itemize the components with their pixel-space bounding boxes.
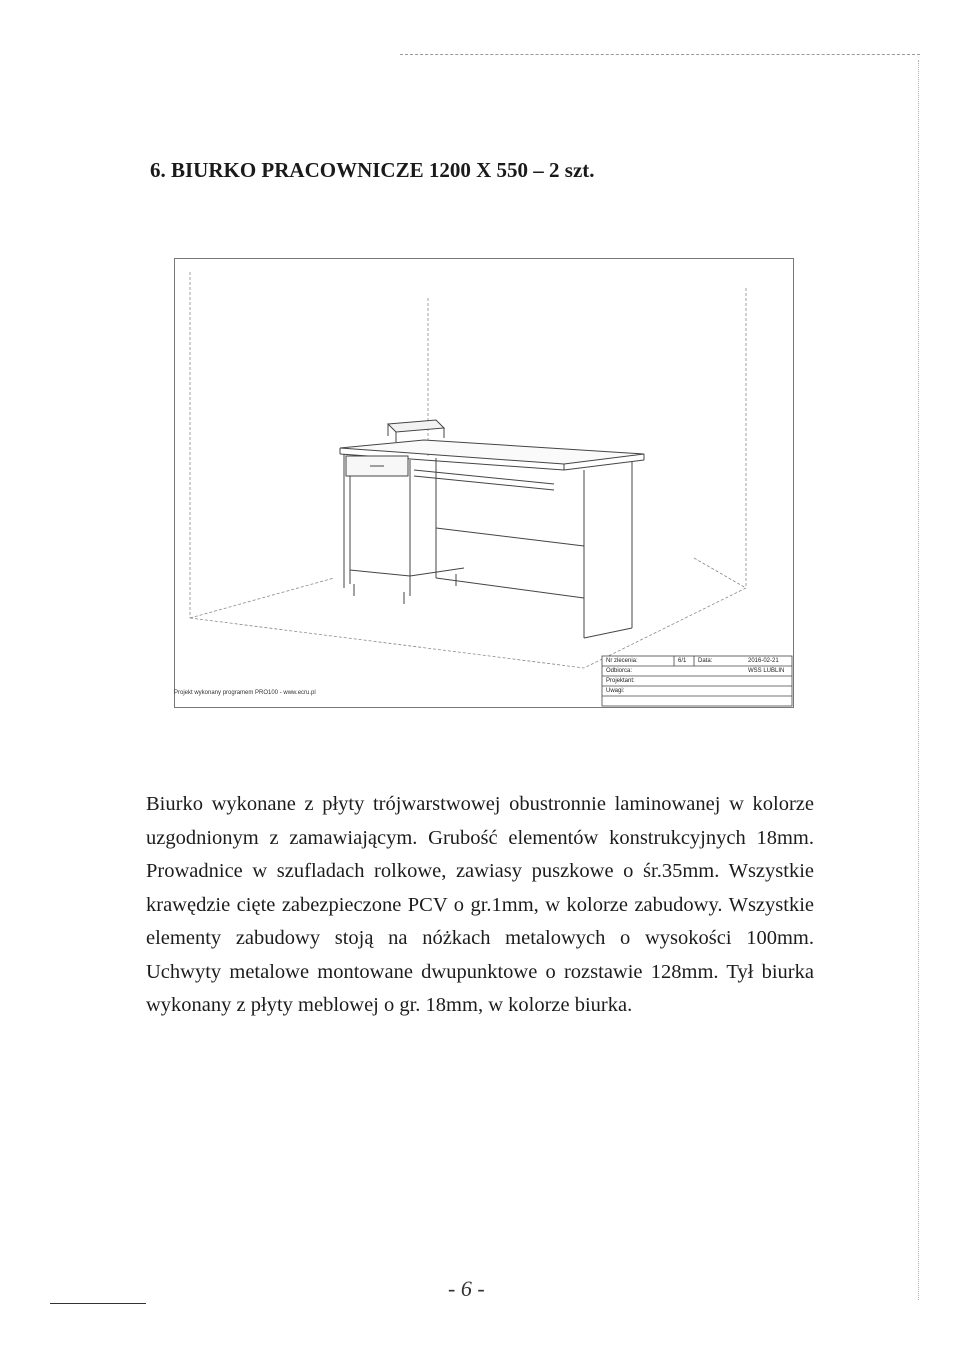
title-block-nr-label: Nr zlecenia: — [606, 658, 638, 664]
page-number: - 6 - — [448, 1276, 485, 1301]
desk-drawing — [174, 258, 794, 708]
desk-drawing-svg — [174, 258, 794, 708]
title-block-date-label: Data: — [698, 658, 713, 664]
scan-artifact-top — [400, 54, 920, 55]
title-block-nr-value: 6/1 — [678, 658, 687, 664]
title-block-client-label: Odbiorca: — [606, 668, 633, 674]
title-block-notes-label: Uwagi: — [606, 688, 625, 694]
title-block-designer-label: Projektant: — [606, 678, 635, 684]
drawing-software-note: Projekt wykonany programem PRO100 - www.ecru.pl — [174, 690, 316, 696]
scan-artifact-right — [918, 60, 919, 1300]
body-paragraph: Biurko wykonane z płyty trójwarstwowej obustronnie laminowanej w kolorze uzgodnionym z zamawiającym. Grubość elementów konstrukcyjnych 18mm. Prowadnice w szufladach rolkowe, zawiasy puszkowe o śr.35mm. Wszystkie krawędzie cięte zabezpieczone PCV o gr.1mm, w kolorze zabudowy. Wszystkie elementy zabudowy stoją na nóżkach metalowych o wysokości 100mm. Uchwyty metalowe montowane dwupunktowe o rozstawie 128mm. Tył biurka wykonany z płyty meblowej o gr. 18mm, w kolorze biurka. — [146, 793, 814, 1016]
title-block-client-value: WSS LUBLIN — [748, 668, 785, 674]
document-title: 6. BIURKO PRACOWNICZE 1200 X 550 – 2 szt. — [150, 158, 595, 182]
title-block-date-value: 2016-02-21 — [748, 658, 779, 664]
document-body — [146, 788, 814, 1023]
footer-rule — [50, 1303, 146, 1304]
